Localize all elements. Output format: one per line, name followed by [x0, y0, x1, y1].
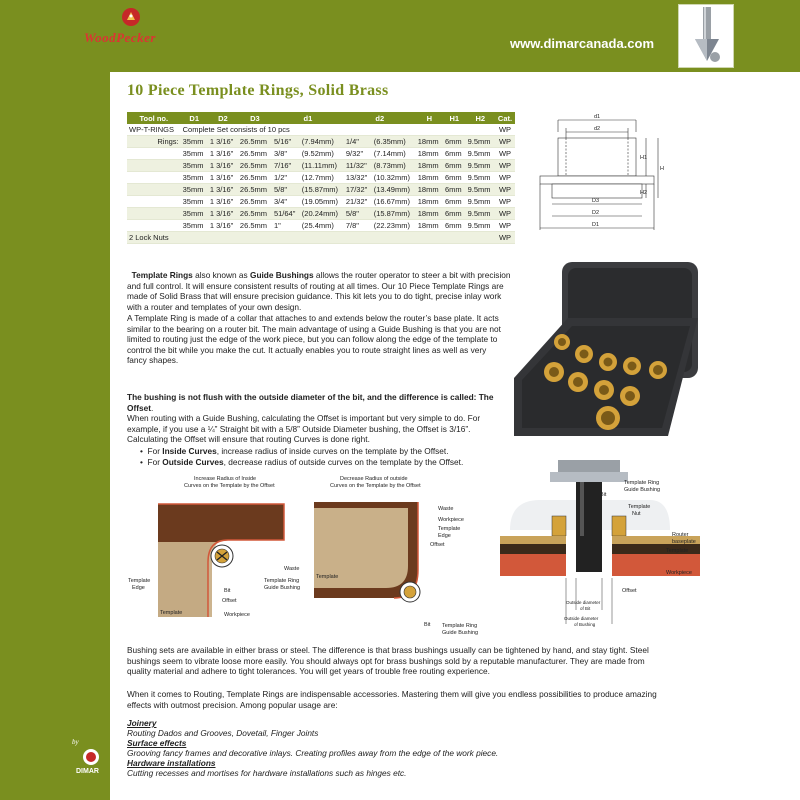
table-cell: 51/64" [272, 208, 300, 220]
d1-title-2: Curves on the Template by the Offset [184, 483, 275, 489]
bullet-1-bold: Inside Curves [162, 446, 217, 456]
d3-base-1: Router [672, 532, 689, 538]
table-cell: 35mm [181, 136, 208, 148]
table-cell: 9.5mm [466, 148, 495, 160]
table-cell: WP [495, 148, 515, 160]
table-cell: WP [495, 208, 515, 220]
usage-desc-joinery: Routing Dados and Grooves, Dovetail, Finger Joints [127, 728, 319, 738]
table-cell: (7.94mm) [300, 136, 344, 148]
table-row [127, 160, 515, 172]
table-cell: (10.32mm) [372, 172, 416, 184]
d3-workpiece: Workpiece [666, 570, 692, 576]
term-guide-bushings: Guide Bushings [249, 270, 314, 280]
bullet-2-a: For [147, 456, 163, 467]
intro-paragraph [127, 270, 517, 312]
table-cell: (6.35mm) [372, 136, 416, 148]
table-cell [127, 220, 181, 232]
sidebar-strip [0, 72, 110, 800]
table-row [127, 196, 515, 208]
col-header: H [416, 112, 443, 124]
d3-od-bit-2: of Bit [580, 606, 591, 611]
table-cell: WP [495, 232, 515, 244]
table-cell: 26.5mm [238, 160, 272, 172]
d2-offset: Offset [430, 542, 445, 548]
list-item: • For Outside Curves, decrease radius of outside curves on the template by the Offset. [140, 456, 464, 467]
table-cell: (19.05mm) [300, 196, 344, 208]
col-header: D3 [238, 112, 272, 124]
table-cell: 35mm [181, 184, 208, 196]
usage-heading-surface: Surface effects [127, 738, 187, 748]
d2-ring-1: Template Ring [442, 623, 478, 629]
table-cell: 1 3/16" [208, 148, 238, 160]
d1-template-edge-2: Edge [132, 585, 145, 591]
d1-waste: Waste [284, 566, 300, 572]
table-header-row [127, 112, 515, 124]
dim-d2: d2 [594, 126, 601, 132]
table-cell: 9.5mm [466, 160, 495, 172]
table-cell: Complete Set consists of 10 pcs [181, 124, 495, 136]
table-row [127, 136, 515, 148]
table-cell: 11/32" [344, 160, 372, 172]
d1-ring-2: Guide Bushing [264, 585, 301, 591]
d3-ring-2: Guide Bushing [624, 487, 661, 493]
dim-big-d1: D1 [592, 222, 600, 228]
table-cell: (9.52mm) [300, 148, 344, 160]
d2-ring-2: Guide Bushing [442, 630, 479, 636]
table-cell: WP [495, 220, 515, 232]
offset-heading: The bushing is not flush with the outside diameter of the bit, and the difference is called: The Offset [127, 392, 494, 413]
offset-paragraph [127, 392, 497, 445]
product-thumbnail [678, 4, 734, 68]
table-cell: Rings: [127, 136, 181, 148]
table-cell: 1 3/16" [208, 160, 238, 172]
col-header: H1 [443, 112, 466, 124]
table-cell: 1 3/16" [208, 220, 238, 232]
table-cell: 9/32" [344, 148, 372, 160]
dim-big-d2: D2 [592, 210, 600, 216]
inside-curve-diagram [128, 472, 308, 624]
d1-title-1: Increase Radius of Inside [194, 476, 257, 482]
bullet-1-b: , increase radius of inside curves on the template by the Offset. [216, 446, 449, 456]
d2-workpiece: Workpiece [438, 517, 464, 523]
dim-h: H [660, 166, 664, 172]
d1-ring-1: Template Ring [264, 578, 300, 584]
d3-od-bush-1: Outside diameter [564, 616, 599, 621]
d3-od-bit-1: Outside diameter [566, 600, 601, 605]
d1-template-edge-1: Template [128, 578, 151, 584]
table-cell: (11.11mm) [300, 160, 344, 172]
list-item: • For Inside Curves, increase radius of inside curves on the template by the Offset. [140, 446, 449, 456]
table-row [127, 220, 515, 232]
table-cell: 18mm [416, 160, 443, 172]
table-cell: 1/4" [344, 136, 372, 148]
table-cell [127, 196, 181, 208]
table-cell: 6mm [443, 196, 466, 208]
by-label: by [72, 738, 79, 746]
table-cell: 6mm [443, 220, 466, 232]
table-cell: 9.5mm [466, 220, 495, 232]
table-cell: 9.5mm [466, 136, 495, 148]
table-cell: 26.5mm [238, 196, 272, 208]
term-template-rings: Template Rings [131, 270, 193, 280]
bullet-2-b: , decrease radius of outside curves on the template by the Offset. [223, 456, 464, 467]
table-cell: 35mm [181, 196, 208, 208]
table-cell [127, 184, 181, 196]
table-cell: WP-T-RINGS [127, 124, 181, 136]
table-cell: 6mm [443, 160, 466, 172]
table-cell: 18mm [416, 136, 443, 148]
table-cell: (15.87mm) [300, 184, 344, 196]
table-cell: (15.87mm) [372, 208, 416, 220]
col-header: H2 [466, 112, 495, 124]
table-cell: 7/16" [272, 160, 300, 172]
woodpecker-bird-icon [120, 6, 142, 28]
table-cell: WP [495, 136, 515, 148]
table-cell: 7/8" [344, 220, 372, 232]
product-case-photo [508, 258, 702, 438]
outside-curve-diagram [314, 472, 494, 636]
table-cell: 26.5mm [238, 220, 272, 232]
router-bit-icon [679, 5, 735, 69]
d3-nut-1: Template [628, 504, 651, 510]
table-row [127, 148, 515, 160]
page-title: 10 Piece Template Rings, Solid Brass [127, 82, 389, 99]
d3-od-bush-2: of Bushing [574, 622, 596, 627]
usage-desc-surface: Grooving fancy frames and decorative inlays. Creating profiles away from the edge of the work piece. [127, 748, 499, 758]
table-cell: 6mm [443, 184, 466, 196]
table-cell: 6mm [443, 208, 466, 220]
table-cell: 35mm [181, 208, 208, 220]
table-cell: 1 3/16" [208, 196, 238, 208]
usage-list [127, 718, 498, 778]
table-cell: (20.24mm) [300, 208, 344, 220]
table-cell: 18mm [416, 196, 443, 208]
d2-template-edge-2: Edge [438, 533, 451, 539]
table-row [127, 124, 515, 136]
d2-template-edge-1: Template [438, 526, 461, 532]
col-header: Cat. [495, 112, 515, 124]
usage-heading-hardware: Hardware installations [127, 758, 216, 768]
d3-nut-2: Nut [632, 511, 641, 517]
col-header: D1 [181, 112, 208, 124]
usage-intro-paragraph: When it comes to Routing, Template Rings are indispensable accessories. Mastering them will give you endless possibilities to produce amazing effects with outmost precision. Among popular usage are: [127, 689, 657, 710]
table-cell: 21/32" [344, 196, 372, 208]
curve-bullets [140, 446, 463, 467]
d3-ring-1: Template Ring [624, 480, 660, 486]
description-paragraph: A Template Ring is made of a collar that attaches to and extends below the router’s base plate. It acts similar to the bearing on a router bit. The main advantage of using a Guide Bushing is that you are not limited to routing just the edge of the work piece, but you can follow along the edge of the template to control the bit while you make the cut. It actually enables you to route straight lines as well as very fancy shapes. [127, 313, 501, 366]
table-cell: 9.5mm [466, 208, 495, 220]
brand-logo[interactable] [84, 6, 184, 46]
table-cell: (25.4mm) [300, 220, 344, 232]
table-cell: WP [495, 196, 515, 208]
table-cell: WP [495, 172, 515, 184]
table-cell: (7.14mm) [372, 148, 416, 160]
table-cell: 6mm [443, 136, 466, 148]
table-cell: 17/32" [344, 184, 372, 196]
table-cell: 26.5mm [238, 208, 272, 220]
dim-h1: H1 [640, 155, 648, 161]
col-header: D2 [208, 112, 238, 124]
table-cell: 9.5mm [466, 196, 495, 208]
table-cell: 18mm [416, 184, 443, 196]
table-cell: 18mm [416, 220, 443, 232]
dimar-logo-icon [82, 748, 100, 766]
table-cell: 35mm [181, 160, 208, 172]
table-cell: 5/8" [344, 208, 372, 220]
table-cell: 2 Lock Nuts [127, 232, 495, 244]
table-cell: 1 3/16" [208, 184, 238, 196]
router-cross-section-diagram [500, 460, 700, 636]
d2-title-2: Curves on the Template by the Offset [330, 483, 421, 489]
table-cell: (8.73mm) [372, 160, 416, 172]
table-cell: 3/4" [272, 196, 300, 208]
table-cell [127, 208, 181, 220]
spec-table [127, 112, 515, 244]
col-header: Tool no. [127, 112, 181, 124]
usage-desc-hardware: Cutting recesses and mortises for hardware installations such as hinges etc. [127, 768, 407, 778]
d1-template: Template [160, 610, 183, 616]
table-row [127, 184, 515, 196]
d2-bit: Bit [424, 622, 431, 628]
table-cell [127, 148, 181, 160]
table-cell: 5/8" [272, 184, 300, 196]
d3-offset: Offset [622, 588, 637, 594]
table-cell: 3/8" [272, 148, 300, 160]
dim-big-d3: D3 [592, 198, 600, 204]
table-cell: 35mm [181, 220, 208, 232]
table-cell: 1/2" [272, 172, 300, 184]
table-cell: 6mm [443, 148, 466, 160]
offset-heading-end: . [150, 402, 154, 413]
table-cell: 1" [272, 220, 300, 232]
d2-title-1: Decrease Radius of outside [340, 476, 408, 482]
table-row [127, 208, 515, 220]
table-cell [127, 160, 181, 172]
d1-bit: Bit [224, 588, 231, 594]
table-cell: WP [495, 184, 515, 196]
table-cell: (13.49mm) [372, 184, 416, 196]
dimar-name: DIMAR [76, 768, 99, 775]
site-url-link[interactable]: www.dimarcanada.com [510, 36, 655, 51]
page-header [0, 0, 800, 72]
table-cell: 26.5mm [238, 172, 272, 184]
table-cell: 26.5mm [238, 136, 272, 148]
table-cell: (12.7mm) [300, 172, 344, 184]
d1-offset: Offset [222, 598, 237, 604]
bullet-1-a: For [147, 446, 163, 456]
d2-template: Template [316, 574, 339, 580]
table-cell: 35mm [181, 148, 208, 160]
table-cell: (16.67mm) [372, 196, 416, 208]
table-cell: 18mm [416, 172, 443, 184]
brand-name: WoodPecker [84, 30, 156, 45]
bullet-2-bold: Outside Curves [162, 456, 224, 467]
intro-text-a: also known as [192, 270, 250, 280]
table-cell: 6mm [443, 172, 466, 184]
d3-template: Template [666, 548, 689, 554]
dim-h2: H2 [640, 190, 648, 196]
table-cell: 9.5mm [466, 184, 495, 196]
d3-bit: Bit [600, 492, 607, 498]
table-cell: 1 3/16" [208, 208, 238, 220]
table-cell: 18mm [416, 208, 443, 220]
materials-paragraph: Bushing sets are available in either brass or steel. The difference is that brass bushings usually can be tightened by hand, and stay tight. Steel bushings seem to vibrate loose more easily. You should always opt for brass bushings sold by a reputable manufacturer. They are made from quality material and adhere to tight tolerances. You will get years of trouble free routing experience. [127, 645, 649, 677]
table-cell: 26.5mm [238, 184, 272, 196]
table-row [127, 172, 515, 184]
table-cell: 9.5mm [466, 172, 495, 184]
table-cell: WP [495, 124, 515, 136]
col-header: d1 [272, 112, 344, 124]
table-cell: 35mm [181, 172, 208, 184]
table-cell: 5/16" [272, 136, 300, 148]
table-cell: 18mm [416, 148, 443, 160]
table-cell: 1 3/16" [208, 136, 238, 148]
d1-workpiece: Workpiece [224, 612, 250, 618]
dimar-badge[interactable] [72, 738, 108, 788]
dim-d1: d1 [594, 114, 601, 120]
table-cell [127, 172, 181, 184]
offset-text: When routing with a Guide Bushing, calculating the Offset is important but very simple to do. For example, if you use a ¼” Straight bit with a 5/8” Outside Diameter bushing, the Offset is 3/16”. Calculating the Offset will ensure that routing Curves is done right. [127, 413, 481, 445]
bushing-dimension-drawing [536, 112, 666, 240]
table-cell: 13/32" [344, 172, 372, 184]
d2-waste: Waste [438, 506, 454, 512]
table-row [127, 232, 515, 244]
col-header: d2 [344, 112, 416, 124]
intro-text-b: allows the router operator to steer a bit with precision and full control. It will ensure consistent results of routing at all times. Our 10 Piece Template Rings are made of Solid Brass that will ensure precision guidance. This kit lets you to do tight, precise inlay work with a router and templates of your own design. [127, 270, 511, 312]
table-cell: WP [495, 160, 515, 172]
table-cell: 26.5mm [238, 148, 272, 160]
table-cell: (22.23mm) [372, 220, 416, 232]
d3-base-2: baseplate [672, 539, 696, 545]
table-cell: 1 3/16" [208, 172, 238, 184]
usage-heading-joinery: Joinery [127, 718, 157, 728]
